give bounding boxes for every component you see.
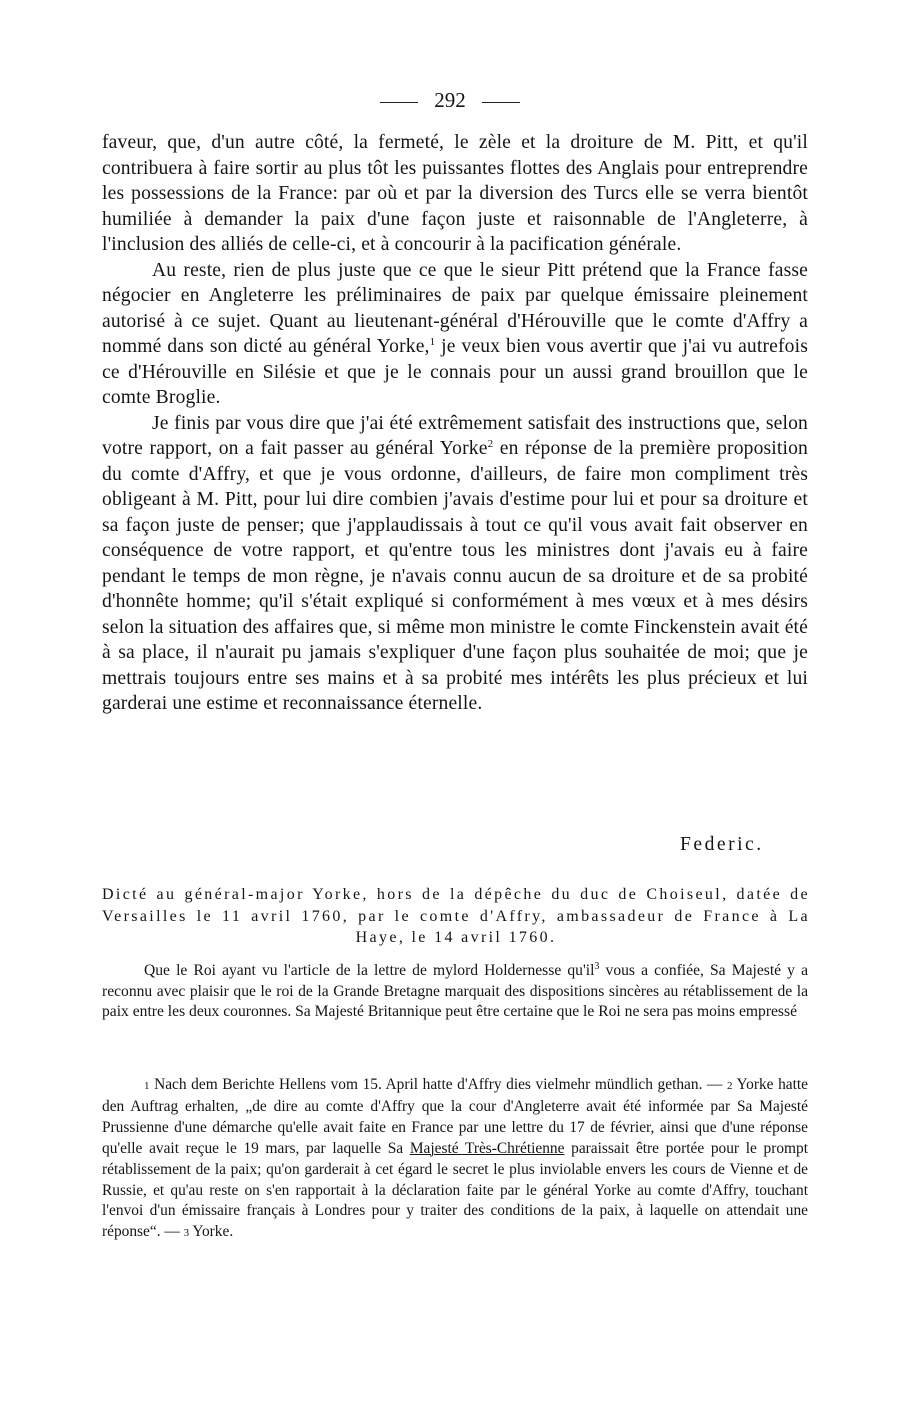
- paragraph-text-continued: je veux bien vous avertir que j'ai vu autrefois ce d'Hérouville en Silésie et que je le connais pour un aussi grand brouillon que le comte Broglie.: [102, 336, 808, 408]
- footnote-1-text: Nach dem Berichte Hellens vom 15. April hatte d'Affry dies vielmehr mündlich gethan. —: [149, 1076, 728, 1093]
- paragraph-text-continued: en réponse de la première proposition du comte d'Affry, et que je vous ordonne, d'ailleurs, de faire mon compliment très obligeant à M. Pitt, pour lui dire combien j'avais d'estime pour lui et pour sa droiture et sa façon juste de penser; que j'applaudissais à tout ce qu'il vous avait fait observer en conséquence de votre rapport, et qu'entre tous les ministres dont j'avais eu à faire pendant le temps de mon règne, je n'avais connu aucun de sa droiture et de sa probité d'honnête homme; qu'il s'était expliqué si conformément à mes vœux et à mes désirs selon la situation des affaires que, si même mon ministre le comte Finckenstein avait été à sa place, il n'aurait pu jamais s'expliquer d'une façon plus souhaitée de moi; que je mettrais toujours entre ses mains et à sa probité mes intérêts les plus précieux et lui garderai une estime et reconnaissance éternelle.: [102, 438, 808, 714]
- footnote-3-marker: 3: [183, 1227, 190, 1240]
- footnote-2-underlined: Majesté Très-Chrétienne: [409, 1139, 565, 1157]
- signature: Federic.: [680, 834, 764, 855]
- header-rule-left: [380, 102, 418, 103]
- footnote-3-text: Yorke.: [189, 1223, 234, 1241]
- body-paragraph-3: [102, 411, 808, 717]
- header-rule-right: [482, 102, 520, 103]
- body-paragraph-1: [102, 130, 808, 258]
- body-paragraph-2: [102, 258, 808, 411]
- footnote-ref-2: 2: [487, 438, 494, 450]
- paragraph-text: Je finis par vous dire que j'ai été extrêmement satisfait des instructions que, selon votre rapport, on a fait passer au général Yorke: [102, 412, 808, 459]
- letter-body: [102, 130, 808, 717]
- footnote-2-text-continued: paraissait être portée pour le prompt rétablissement de la paix; qu'on garderait à cet égard le secret le plus inviolable envers les cours de Vienne et de Russie, et qu'au reste on s'en rapportait à la déclaration faite par le général Yorke au comte d'Affry, touchant l'envoi d'un émissaire français à Londres pour y traiter des conditions de la paix, à laquelle on attendait une réponse“. —: [102, 1139, 808, 1241]
- page-header: [0, 86, 900, 114]
- dictation-text-continued: vous a confiée, Sa Majesté y a reconnu avec plaisir que le roi de la Grande Bretagne marquait des dispositions sincères au rétablissement de la paix entre les deux couronnes. Sa Majesté Britannique peut être certaine que le Roi ne sera pas moins empressé: [102, 962, 809, 1021]
- dictation-text: [102, 961, 808, 1023]
- footnote-ref-3: 3: [594, 961, 600, 972]
- paragraph-text: faveur, que, d'un autre côté, la fermeté, le zèle et la droiture de M. Pitt, et qu'il contribuera à faire sortir au plus tôt les puissantes flottes des Anglais pour entreprendre les possessions de la France: par où et par la diversion des Turcs elle se verra bientôt humiliée à demander la paix d'une façon juste et raisonnable de l'Angleterre, à l'inclusion des alliés de celle-ci, et à concourir à la pacification générale.: [102, 132, 808, 255]
- page-number: 292: [434, 88, 466, 112]
- footnote-ref-1: 1: [429, 336, 436, 348]
- dictation-text-start: Que le Roi ayant vu l'article de la lettre de mylord Holdernesse qu'il: [144, 962, 595, 979]
- document-heading: Dicté au général-major Yorke, hors de la dépêche du duc de Choiseul, datée de Versailles le 11 avril 1760, par le comte d'Affry, ambassadeur de France à La Haye, le 14 avril 1760.: [102, 886, 810, 946]
- footnote-2-text: Yorke hatte den Auftrag erhalten, „de dire au comte d'Affry que la cour d'Angleterre avait été informée par Sa Majesté Prussienne d'une démarche qu'elle avait faite en France par une lettre du 17 de février, ainsi que d'une réponse qu'elle avait reçue le 19 mars, par laquelle Sa: [102, 1076, 808, 1157]
- footnote-1-marker: 1: [144, 1080, 150, 1092]
- paragraph-text: Au reste, rien de plus juste que ce que le sieur Pitt prétend que la France fasse négocier en Angleterre les préliminaires de paix par quelque émissaire pleinement autorisé à ce sujet. Quant au lieutenant-général d'Hérouville que le comte d'Affry a nommé dans son dicté au général Yorke,: [102, 259, 808, 357]
- footnote-2-marker: 2: [727, 1080, 733, 1092]
- footnotes: [102, 1075, 808, 1244]
